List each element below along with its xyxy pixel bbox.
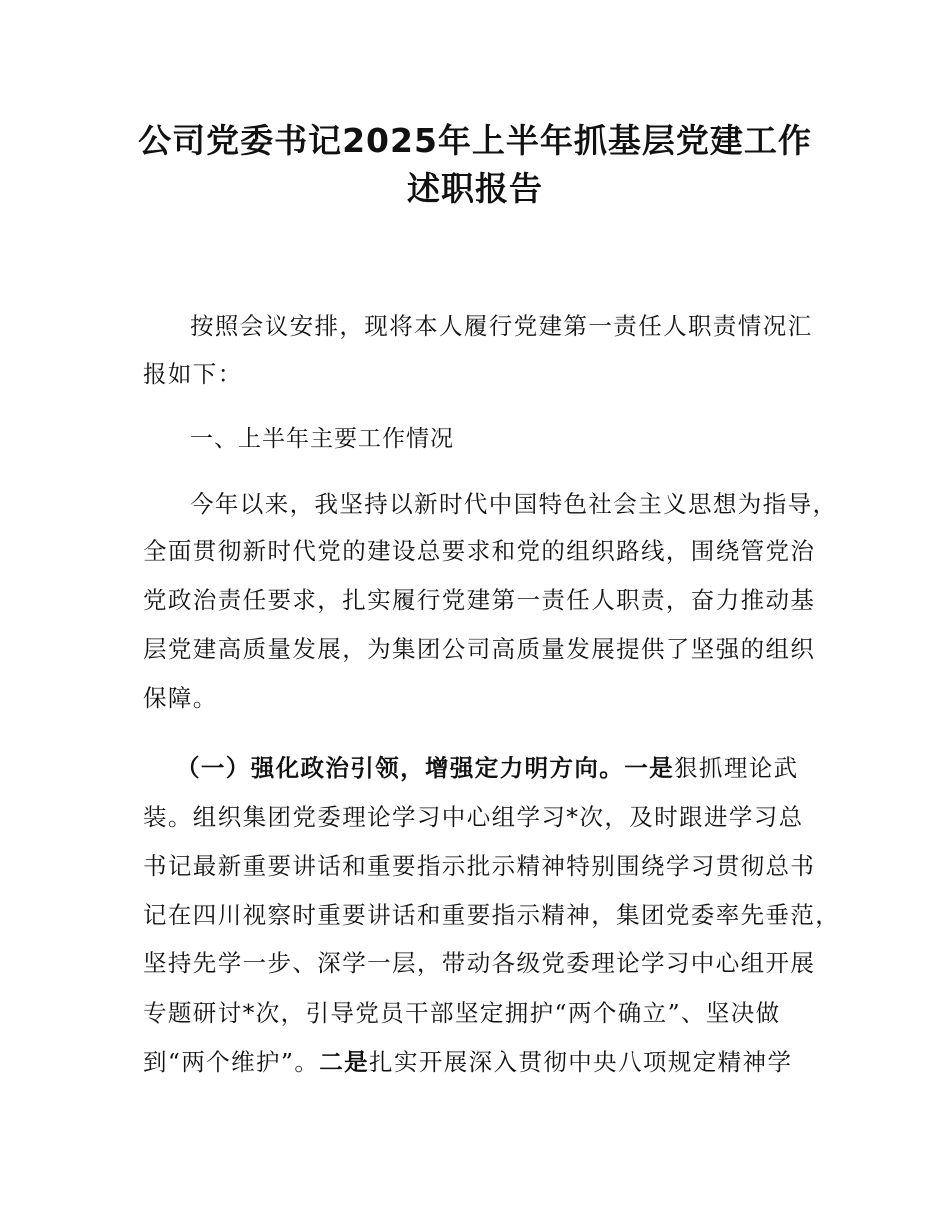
document-title-line-2: 述职报告 xyxy=(407,169,543,208)
intro-line-1: 按照会议安排，现将本人履行党建第一责任人职责情况汇 xyxy=(190,312,813,340)
para-1-line-5: 保障。 xyxy=(143,684,218,712)
para-2-line-5: 坚持先学一步、深学一层，带动各级党委理论学习中心组开展 xyxy=(143,949,816,977)
para-2-line-4: 记在四川视察时重要讲话和重要指示精神，集团党委率先垂范， xyxy=(143,901,841,929)
para-2-subheading: （一）强化政治引领，增强定力明方向。 xyxy=(176,754,625,782)
para-2-lead-2: 二是 xyxy=(319,1048,370,1076)
document-title-line-1: 公司党委书记2025年上半年抓基层党建工作 xyxy=(138,121,812,160)
para-1-line-3: 党政治责任要求，扎实履行党建第一责任人职责，奋力推动基 xyxy=(143,586,816,614)
para-2-line-3: 书记最新重要讲话和重要指示批示精神特别围绕学习贯彻总书 xyxy=(143,852,816,880)
para-2-line-7-text: 扎实开展深入贯彻中央八项规定精神学 xyxy=(369,1048,793,1076)
intro-line-2: 报如下： xyxy=(143,360,243,388)
para-1-line-4: 层党建高质量发展，为集团公司高质量发展提供了坚强的组织 xyxy=(143,635,816,663)
para-2-line-1 xyxy=(176,751,826,785)
para-1-line-2: 全面贯彻新时代党的建设总要求和党的组织路线，围绕管党治 xyxy=(143,537,816,565)
para-2-line-7 xyxy=(143,1045,843,1079)
para-2-line-2: 装。组织集团党委理论学习中心组学习*次，及时跟进学习总 xyxy=(143,803,804,831)
para-2-lead-1: 一是 xyxy=(624,754,675,782)
para-2-line-6: 专题研讨*次，引导党员干部坚定拥护“两个确立”、坚决做 xyxy=(143,999,781,1027)
para-1-line-1: 今年以来，我坚持以新时代中国特色社会主义思想为指导， xyxy=(190,490,838,518)
section-1-heading: 一、上半年主要工作情况 xyxy=(190,426,454,452)
para-2-line-1-text: 狠抓理论武 xyxy=(674,754,799,782)
para-2-line-7-pre: 到“两个维护”。 xyxy=(143,1048,320,1076)
